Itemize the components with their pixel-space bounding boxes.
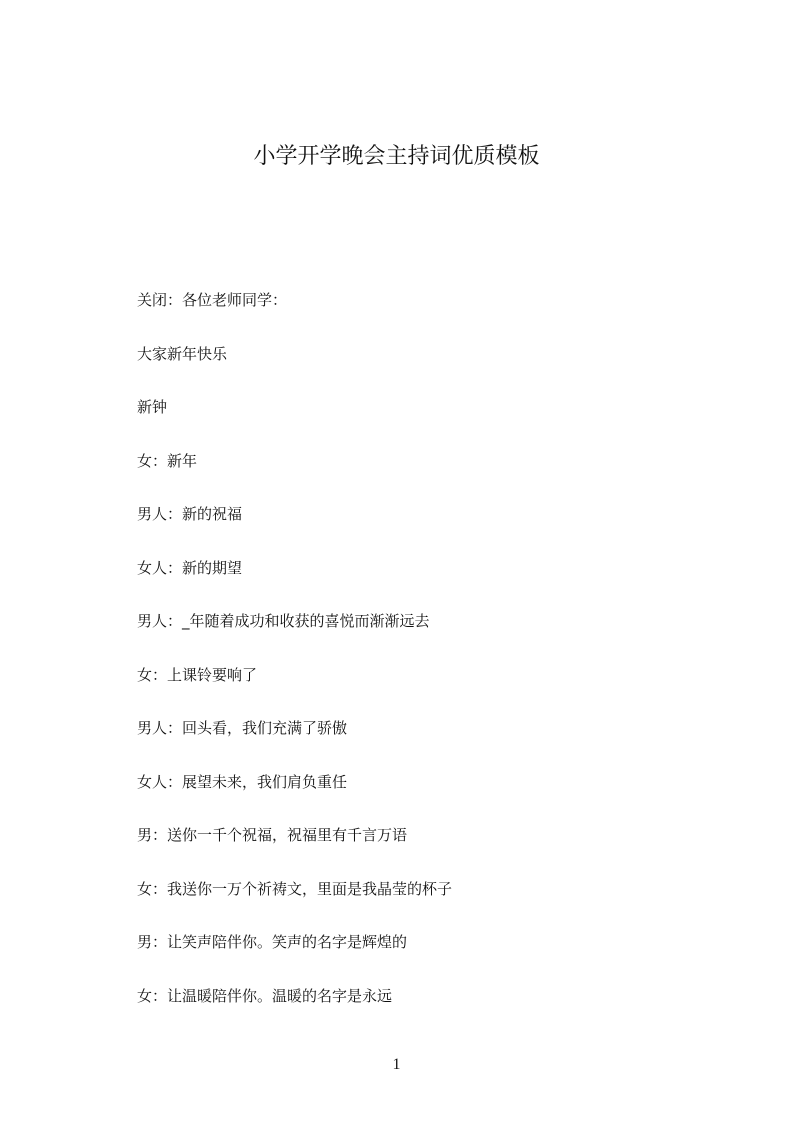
body-line: 男人：新的祝福: [137, 505, 243, 523]
page-number: 1: [392, 1056, 401, 1073]
body-line: 女人：展望未来，我们肩负重任: [137, 772, 348, 791]
document-body: [137, 288, 697, 1037]
body-line: 女：新年: [137, 451, 198, 470]
body-line: 女：我送你一万个祈祷文，里面是我晶莹的杯子: [137, 879, 453, 898]
body-line: 大家新年快乐: [137, 344, 228, 363]
body-line: 男人：回头看，我们充满了骄傲: [137, 719, 348, 737]
body-line: 男：让笑声陪伴你。笑声的名字是辉煌的: [137, 933, 408, 951]
body-line: 女人：新的期望: [137, 558, 243, 577]
body-line: 新钟: [137, 398, 168, 416]
document-title: 小学开学晚会主持词优质模板: [253, 144, 540, 169]
body-line: 女：上课铃要响了: [137, 665, 258, 684]
body-line: 男人：_年随着成功和收获的喜悦而渐渐远去: [137, 612, 430, 630]
body-line: 女：让温暖陪伴你。温暖的名字是永远: [137, 986, 393, 1005]
body-line: 男：送你一千个祝福，祝福里有千言万语: [137, 826, 408, 844]
body-line: 关闭：各位老师同学：: [137, 291, 288, 309]
